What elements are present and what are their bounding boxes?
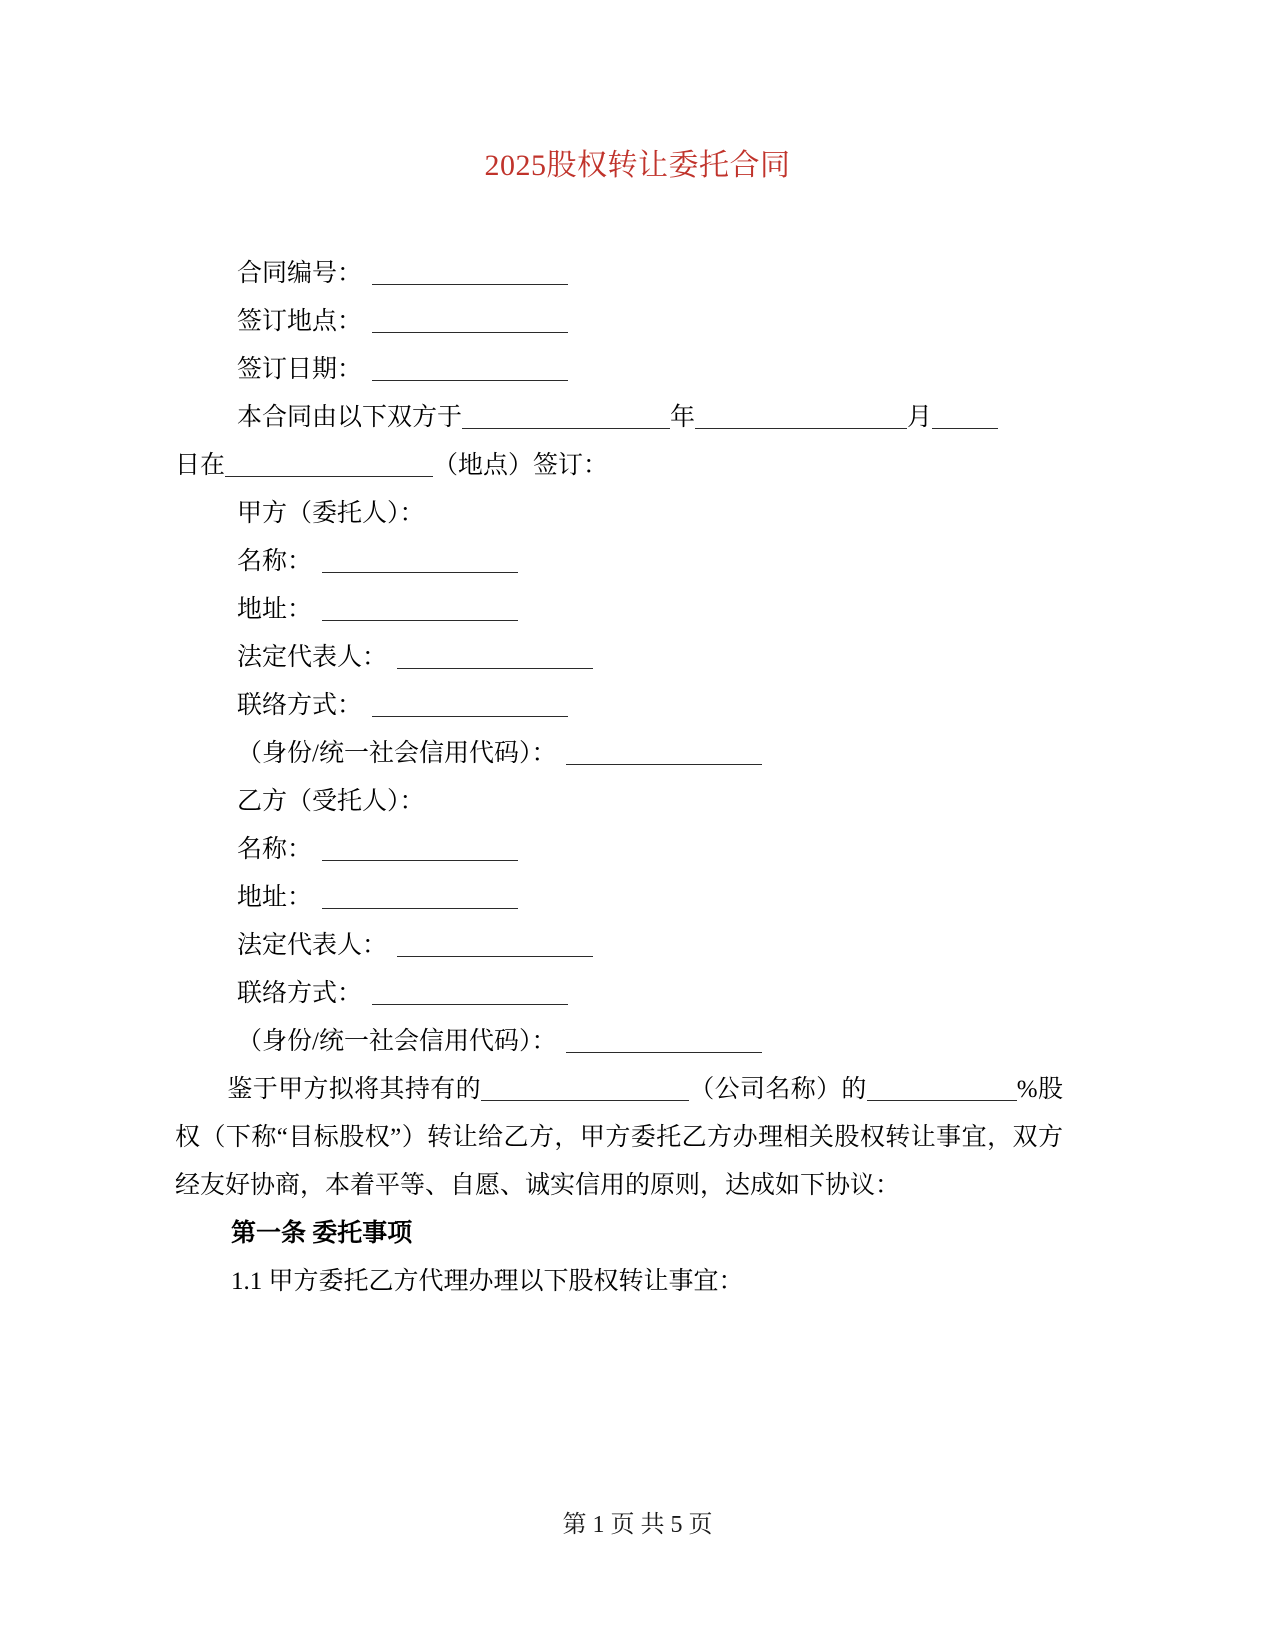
- party-a-heading: [175, 490, 1063, 538]
- party-a-name: [175, 538, 1063, 586]
- field-label: 联络方式：: [237, 692, 363, 719]
- party-b-legal-rep: [175, 922, 1063, 970]
- document-body: [175, 250, 1063, 1306]
- party-a-title: 甲方（委托人）：: [237, 500, 425, 527]
- party-b-heading: [175, 778, 1063, 826]
- field-label: 法定代表人：: [237, 644, 388, 671]
- recital-part3: %股权（下称“目标股权”）转让给乙方，甲方委托乙方办理相关股权转让事宜，双方经友好协商，本着平等、自愿、诚实信用的原则，达成如下协议：: [175, 1076, 1063, 1199]
- field-label: 地址：: [237, 596, 313, 623]
- field-label: （身份/统一社会信用代码）：: [237, 740, 557, 767]
- party-a-name-input[interactable]: [322, 550, 518, 573]
- field-label: 签订日期：: [237, 356, 363, 383]
- party-a-contact: [175, 682, 1063, 730]
- place-input[interactable]: [225, 454, 433, 477]
- day-input[interactable]: [932, 406, 998, 429]
- place-note: （地点）签订：: [433, 452, 609, 479]
- party-b-contact: [175, 970, 1063, 1018]
- party-b-contact-input[interactable]: [372, 982, 568, 1005]
- signing-date-input[interactable]: [372, 358, 568, 381]
- year-input[interactable]: [462, 406, 670, 429]
- field-signing-place: [175, 298, 1063, 346]
- clause-1-1: 1.1 甲方委托乙方代理办理以下股权转让事宜：: [231, 1268, 744, 1295]
- page-title: 2025股权转让委托合同: [484, 149, 791, 182]
- field-label: 法定代表人：: [237, 932, 388, 959]
- party-a-credit-code-input[interactable]: [566, 742, 762, 765]
- party-b-name: [175, 826, 1063, 874]
- party-a-credit-code: [175, 730, 1063, 778]
- article-one-heading: 第一条 委托事项: [231, 1220, 413, 1247]
- party-a-address: [175, 586, 1063, 634]
- month-unit: 月: [907, 404, 933, 431]
- party-b-title: 乙方（受托人）：: [237, 788, 425, 815]
- execution-line-part2: [175, 442, 1063, 490]
- equity-percent-input[interactable]: [867, 1078, 1017, 1101]
- party-b-address-input[interactable]: [322, 886, 518, 909]
- recital-part1: 鉴于甲方拟将其持有的: [227, 1076, 481, 1103]
- party-a-address-input[interactable]: [322, 598, 518, 621]
- party-a-contact-input[interactable]: [372, 694, 568, 717]
- party-b-credit-code-input[interactable]: [566, 1030, 762, 1053]
- field-label: 联络方式：: [237, 980, 363, 1007]
- party-b-credit-code: [175, 1018, 1063, 1066]
- party-a-legal-rep-input[interactable]: [397, 646, 593, 669]
- recital-paragraph: [175, 1066, 1063, 1210]
- recital-part2: （公司名称）的: [688, 1076, 867, 1103]
- party-a-legal-rep: [175, 634, 1063, 682]
- day-unit-place-prefix: 日在: [175, 452, 226, 479]
- field-contract-number: [175, 250, 1063, 298]
- year-unit: 年: [670, 404, 696, 431]
- field-label: 地址：: [237, 884, 313, 911]
- party-b-address: [175, 874, 1063, 922]
- field-label: 名称：: [237, 548, 313, 575]
- field-label: 合同编号：: [237, 260, 363, 287]
- field-label: 签订地点：: [237, 308, 363, 335]
- contract-number-input[interactable]: [372, 262, 568, 285]
- signing-place-input[interactable]: [372, 310, 568, 333]
- month-input[interactable]: [695, 406, 907, 429]
- company-name-input[interactable]: [481, 1078, 689, 1101]
- field-label: 名称：: [237, 836, 313, 863]
- party-b-legal-rep-input[interactable]: [397, 934, 593, 957]
- execution-line-part1: [175, 394, 1063, 442]
- execution-prefix: 本合同由以下双方于: [237, 404, 463, 431]
- field-signing-date: [175, 346, 1063, 394]
- party-b-name-input[interactable]: [322, 838, 518, 861]
- field-label: （身份/统一社会信用代码）：: [237, 1028, 557, 1055]
- page-footer: 第 1 页 共 5 页: [562, 1512, 713, 1538]
